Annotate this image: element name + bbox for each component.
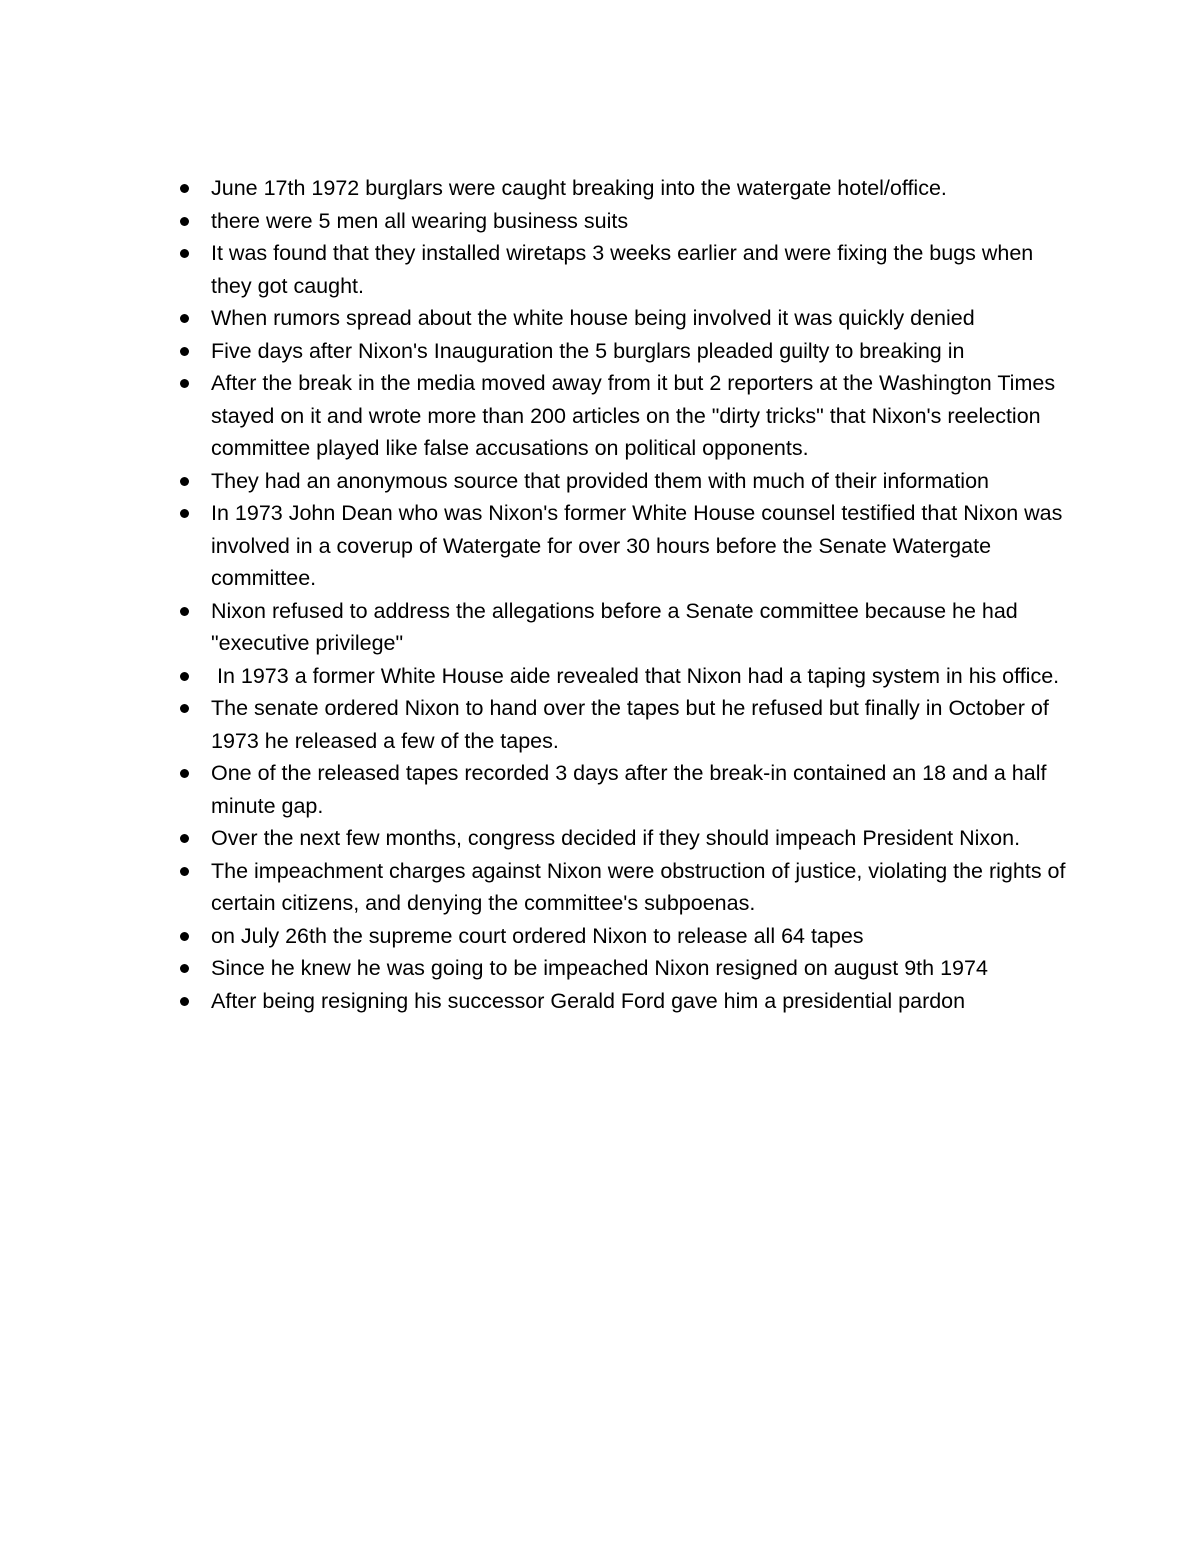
list-item-text: The senate ordered Nixon to hand over the tapes but he refused but finally in October of 1973 he released a few of the tapes. xyxy=(211,696,1055,753)
list-item xyxy=(175,205,1075,238)
bullet-icon xyxy=(180,379,189,388)
bullet-icon xyxy=(180,932,189,941)
bullet-icon xyxy=(180,509,189,518)
list-item-text: They had an anonymous source that provided them with much of their information xyxy=(211,468,989,493)
bullet-icon xyxy=(180,607,189,616)
bullet-icon xyxy=(180,834,189,843)
list-item xyxy=(175,237,1075,302)
list-item-text: June 17th 1972 burglars were caught breaking into the watergate hotel/office. xyxy=(211,176,947,200)
list-item-text: When rumors spread about the white house being involved it was quickly denied xyxy=(211,306,975,330)
list-item-text: After being resigning his successor Gerald Ford gave him a presidential pardon xyxy=(211,988,966,1013)
bullet-icon xyxy=(180,184,189,193)
bullet-icon xyxy=(180,704,189,713)
bullet-icon xyxy=(180,964,189,973)
list-item xyxy=(175,465,1075,498)
bullet-icon xyxy=(180,477,189,486)
list-item-text: there were 5 men all wearing business suits xyxy=(211,208,629,233)
list-item-text: Since he knew he was going to be impeached Nixon resigned on august 9th 1974 xyxy=(211,956,988,980)
list-item xyxy=(175,855,1075,920)
bullet-icon xyxy=(180,769,189,778)
list-item-text: The impeachment charges against Nixon were obstruction of justice, violating the rights of certain citizens, and denying the committee's subpoenas. xyxy=(211,858,1072,915)
list-item xyxy=(175,822,1075,855)
bullet-icon xyxy=(180,347,189,356)
list-item-text: In 1973 John Dean who was Nixon's former White House counsel testified that Nixon was involved in a coverup of Watergate for over 30 hours before the Senate Watergate committee. xyxy=(211,501,1069,590)
list-item xyxy=(175,595,1075,660)
list-item xyxy=(175,985,1075,1018)
list-item-text: One of the released tapes recorded 3 days after the break-in contained an 18 and a half minute gap. xyxy=(211,761,1053,818)
list-item xyxy=(175,302,1075,335)
list-item xyxy=(175,660,1075,693)
bullet-icon xyxy=(180,997,189,1006)
list-item xyxy=(175,757,1075,822)
list-item-text: Over the next few months, congress decided if they should impeach President Nixon. xyxy=(211,826,1021,850)
bullet-icon xyxy=(180,867,189,876)
list-item xyxy=(175,335,1075,368)
list-item-text: Nixon refused to address the allegations before a Senate committee because he had "executive privilege" xyxy=(211,598,1024,655)
list-item xyxy=(175,952,1075,985)
list-item xyxy=(175,367,1075,465)
bullet-icon xyxy=(180,249,189,258)
bullet-icon xyxy=(180,314,189,323)
bullet-list xyxy=(175,172,1075,1017)
list-item-text: on July 26th the supreme court ordered Nixon to release all 64 tapes xyxy=(211,923,864,948)
bullet-icon xyxy=(180,217,189,226)
list-item xyxy=(175,920,1075,953)
list-item-text: It was found that they installed wiretaps 3 weeks earlier and were fixing the bugs when they got caught. xyxy=(211,241,1040,298)
list-item-text: In 1973 a former White House aide revealed that Nixon had a taping system in his office. xyxy=(211,663,1060,688)
list-item xyxy=(175,497,1075,595)
bullet-icon xyxy=(180,672,189,681)
list-item xyxy=(175,692,1075,757)
list-item xyxy=(175,172,1075,205)
list-item-text: After the break in the media moved away from it but 2 reporters at the Washington Times stayed on it and wrote more than 200 articles on the "dirty tricks" that Nixon's reelection committee played like false accusations on political opponents. xyxy=(211,371,1062,460)
list-item-text: Five days after Nixon's Inauguration the 5 burglars pleaded guilty to breaking in xyxy=(211,338,965,363)
